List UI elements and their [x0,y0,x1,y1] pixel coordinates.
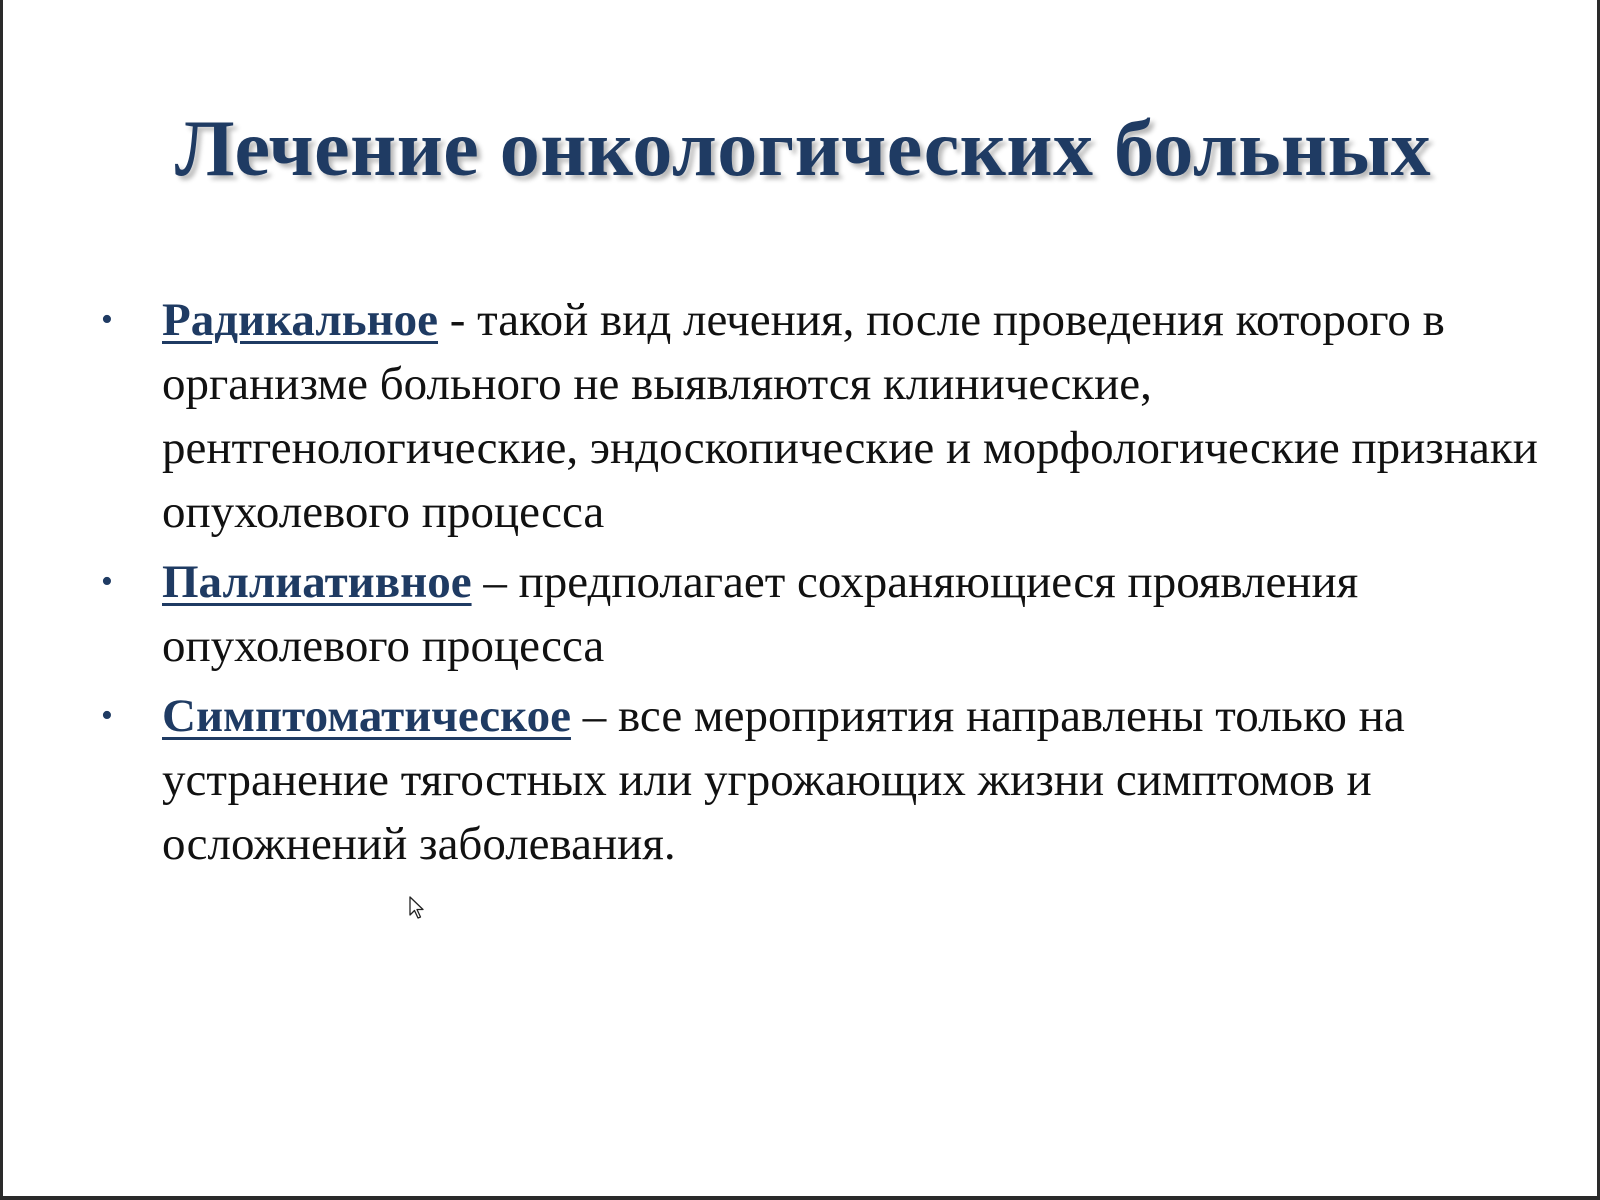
bullet-item-radical [99,288,1539,544]
slide-title: Лечение онкологических больных [174,105,1432,193]
bullet-item-symptomatic [99,684,1539,876]
bullet-list [99,288,1539,882]
bullet-marker: • [101,563,113,600]
mouse-pointer-icon [409,896,425,920]
bullet-marker: • [101,697,113,734]
definition-palliative: – предполагает сохраняющиеся проявления опухолевого процесса [162,556,1359,672]
term-radical: Радикальное [162,294,439,346]
definition-symptomatic: – все мероприятия направлены только на устранение тягостных или угрожающих жизни симптомов и осложнений заболевания. [162,690,1405,870]
bullet-marker: • [101,301,113,338]
term-symptomatic: Симптоматическое [162,690,571,742]
term-palliative: Паллиативное [162,556,472,608]
definition-radical: - такой вид лечения, после проведения которого в организме больного не выявляются клинические, рентгенологические, эндоскопические и морфологические признаки опухолевого процесса [162,294,1538,538]
bullet-item-palliative [99,550,1539,678]
